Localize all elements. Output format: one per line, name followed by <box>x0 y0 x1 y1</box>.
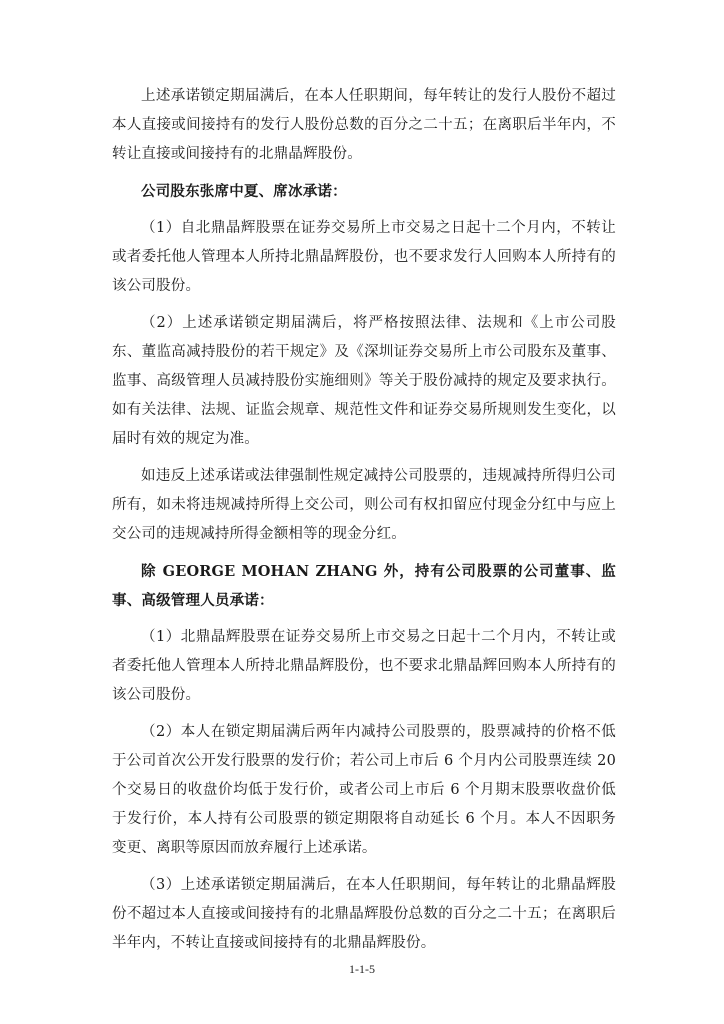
heading-shareholder-commitment: 公司股东张席中夏、席冰承诺： <box>141 183 347 200</box>
paragraph-management-1: （1）北鼎晶辉股票在证券交易所上市交易之日起十二个月内，不转让或者委托他人管理本人所持北鼎晶辉股份，也不要求北鼎晶辉回购本人所持有的该公司股份。 <box>112 629 616 703</box>
page-number: 1-1-5 <box>349 962 375 976</box>
document-body <box>112 82 616 966</box>
paragraph-violation: 如违反上述承诺或法律强制性规定减持公司股票的，违规减持所得归公司所有，如未将违规减持所得上交公司，则公司有权扣留应付现金分红中与应上交公司的违规减持所得金额相等的现金分红。 <box>112 468 616 542</box>
paragraph-management-3: （3）上述承诺锁定期届满后，在本人任职期间，每年转让的北鼎晶辉股份不超过本人直接或间接持有的北鼎晶辉股份总数的百分之二十五；在离职后半年内，不转让直接或间接持有的北鼎晶辉股份。 <box>112 877 616 951</box>
paragraph-management-2: （2）本人在锁定期届满后两年内减持公司股票的，股票减持的价格不低于公司首次公开发行股票的发行价；若公司上市后 6 个月内公司股票连续 20 个交易日的收盘价均低于发行价，或者公司上市后 6 个月期末股票收盘价低于发行价，本人持有公司股票的锁定期限将自动延长 6 个月。本人不因职务变更、离职等原因而放弃履行上述承诺。 <box>112 724 616 856</box>
heading-management-commitment: 除 GEORGE MOHAN ZHANG 外，持有公司股票的公司董事、监事、高级管理人员承诺： <box>112 563 616 609</box>
paragraph-commitment-1: （1）自北鼎晶辉股票在证券交易所上市交易之日起十二个月内，不转让或者委托他人管理本人所持北鼎晶辉股份，也不要求发行人回购本人所持有的该公司股份。 <box>112 220 616 294</box>
paragraph-commitment-2: （2）上述承诺锁定期届满后，将严格按照法律、法规和《上市公司股东、董监高减持股份的若干规定》及《深圳证券交易所上市公司股东及董事、监事、高级管理人员减持股份实施细则》等关于股份减持的规定及要求执行。如有关法律、法规、证监会规章、规范性文件和证券交易所规则发生变化，以届时有效的规定为准。 <box>112 315 616 447</box>
paragraph-resale-limit: 上述承诺锁定期届满后，在本人任职期间，每年转让的发行人股份不超过本人直接或间接持有的发行人股份总数的百分之二十五；在离职后半年内，不转让直接或间接持有的北鼎晶辉股份。 <box>112 88 616 162</box>
